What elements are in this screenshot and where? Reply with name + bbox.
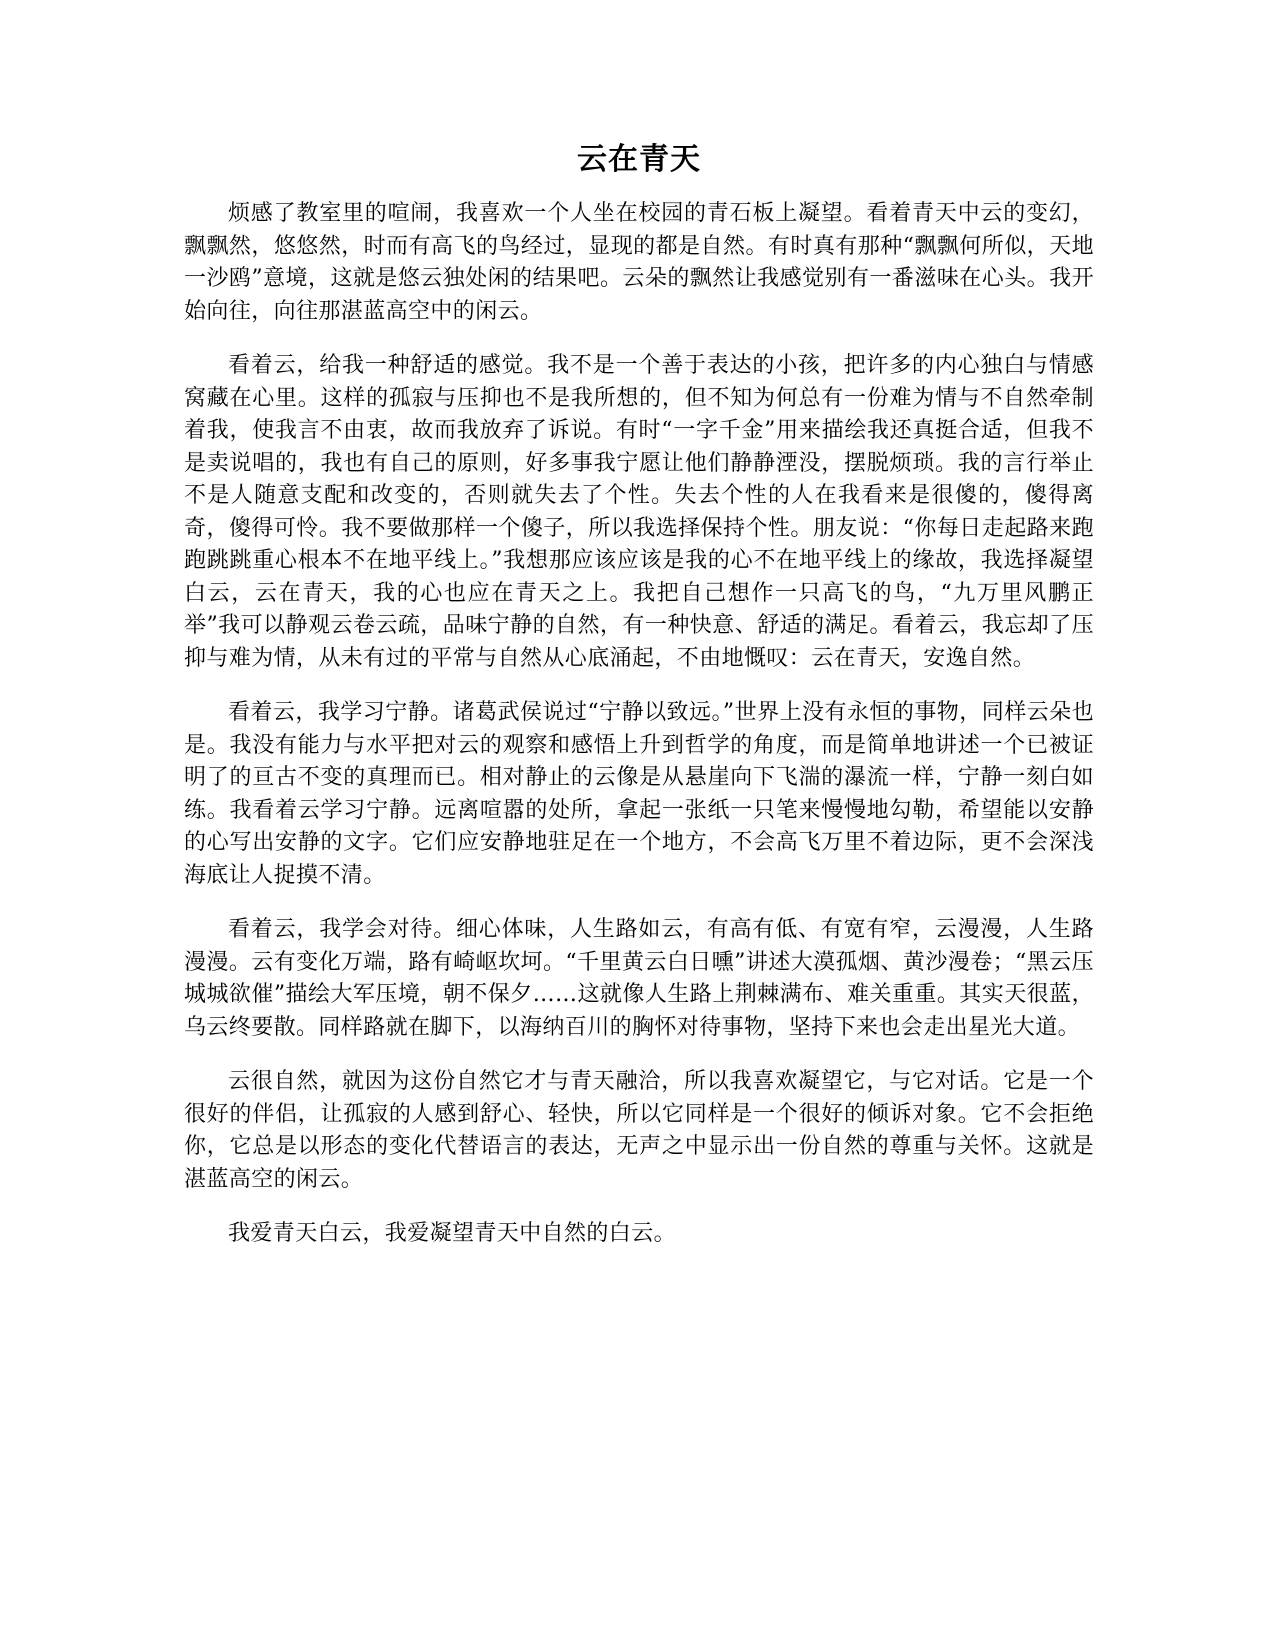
paragraph-6: 我爱青天白云，我爱凝望青天中自然的白云。 bbox=[228, 1221, 677, 1246]
paragraph-5: 云很自然，就因为这份自然它才与青天融洽，所以我喜欢凝望它，与它对话。它是一个很好的伴侣，让孤寂的人感到舒心、轻快，所以它同样是一个很好的倾诉对象。它不会拒绝你，它总是以形态的变化代替语言的表达，无声之中显示出一份自然的尊重与关怀。这就是湛蓝高空的闲云。 bbox=[184, 1069, 1094, 1192]
document-page bbox=[184, 140, 1094, 1273]
paragraph-1: 烦感了教室里的喧闹，我喜欢一个人坐在校园的青石板上凝望。看着青天中云的变幻，飘飘然，悠悠然，时而有高飞的鸟经过，显现的都是自然。有时真有那种“飘飘何所似，天地一沙鸥”意境，这就是悠云独处闲的结果吧。云朵的飘然让我感觉别有一番滋味在心头。我开始向往，向往那湛蓝高空中的闲云。 bbox=[184, 201, 1094, 324]
paragraph-2: 看着云，给我一种舒适的感觉。我不是一个善于表达的小孩，把许多的内心独白与情感窝藏在心里。这样的孤寂与压抑也不是我所想的，但不知为何总有一份难为情与不自然牵制着我，使我言不由衷，故而我放弃了诉说。有时“一字千金”用来描绘我还真挺合适，但我不是卖说唱的，我也有自己的原则，好多事我宁愿让他们静静湮没，摆脱烦琐。我的言行举止不是人随意支配和改变的，否则就失去了个性。失去个性的人在我看来是很傻的，傻得离奇，傻得可怜。我不要做那样一个傻子，所以我选择保持个性。朋友说：“你每日走起路来跑跑跳跳重心根本不在地平线上。”我想那应该应该是我的心不在地平线上的缘故，我选择凝望白云，云在青天，我的心也应在青天之上。我把自己想作一只高飞的鸟，“九万里风鹏正举”我可以静观云卷云疏，品味宁静的自然，有一种快意、舒适的满足。看着云，我忘却了压抑与难为情，从未有过的平常与自然从心底涌起，不由地慨叹：云在青天，安逸自然。 bbox=[184, 353, 1094, 671]
document-title: 云在青天 bbox=[577, 142, 701, 177]
paragraph-3: 看着云，我学习宁静。诸葛武侯说过“宁静以致远。”世界上没有永恒的事物，同样云朵也是。我没有能力与水平把对云的观察和感悟上升到哲学的角度，而是简单地讲述一个已被证明了的亘古不变的真理而已。相对静止的云像是从悬崖向下飞湍的瀑流一样，宁静一刻白如练。我看着云学习宁静。远离喧嚣的处所，拿起一张纸一只笔来慢慢地勾勒，希望能以安静的心写出安静的文字。它们应安静地驻足在一个地方，不会高飞万里不着边际，更不会深浅海底让人捉摸不清。 bbox=[184, 700, 1094, 888]
paragraph-4: 看着云，我学会对待。细心体味，人生路如云，有高有低、有宽有窄，云漫漫，人生路漫漫。云有变化万端，路有崎岖坎坷。“千里黄云白日曛”讲述大漠孤烟、黄沙漫卷；“黑云压城城欲催”描绘大军压境，朝不保夕……这就像人生路上荆棘满布、难关重重。其实天很蓝，乌云终要散。同样路就在脚下，以海纳百川的胸怀对待事物，坚持下来也会走出星光大道。 bbox=[184, 917, 1094, 1040]
